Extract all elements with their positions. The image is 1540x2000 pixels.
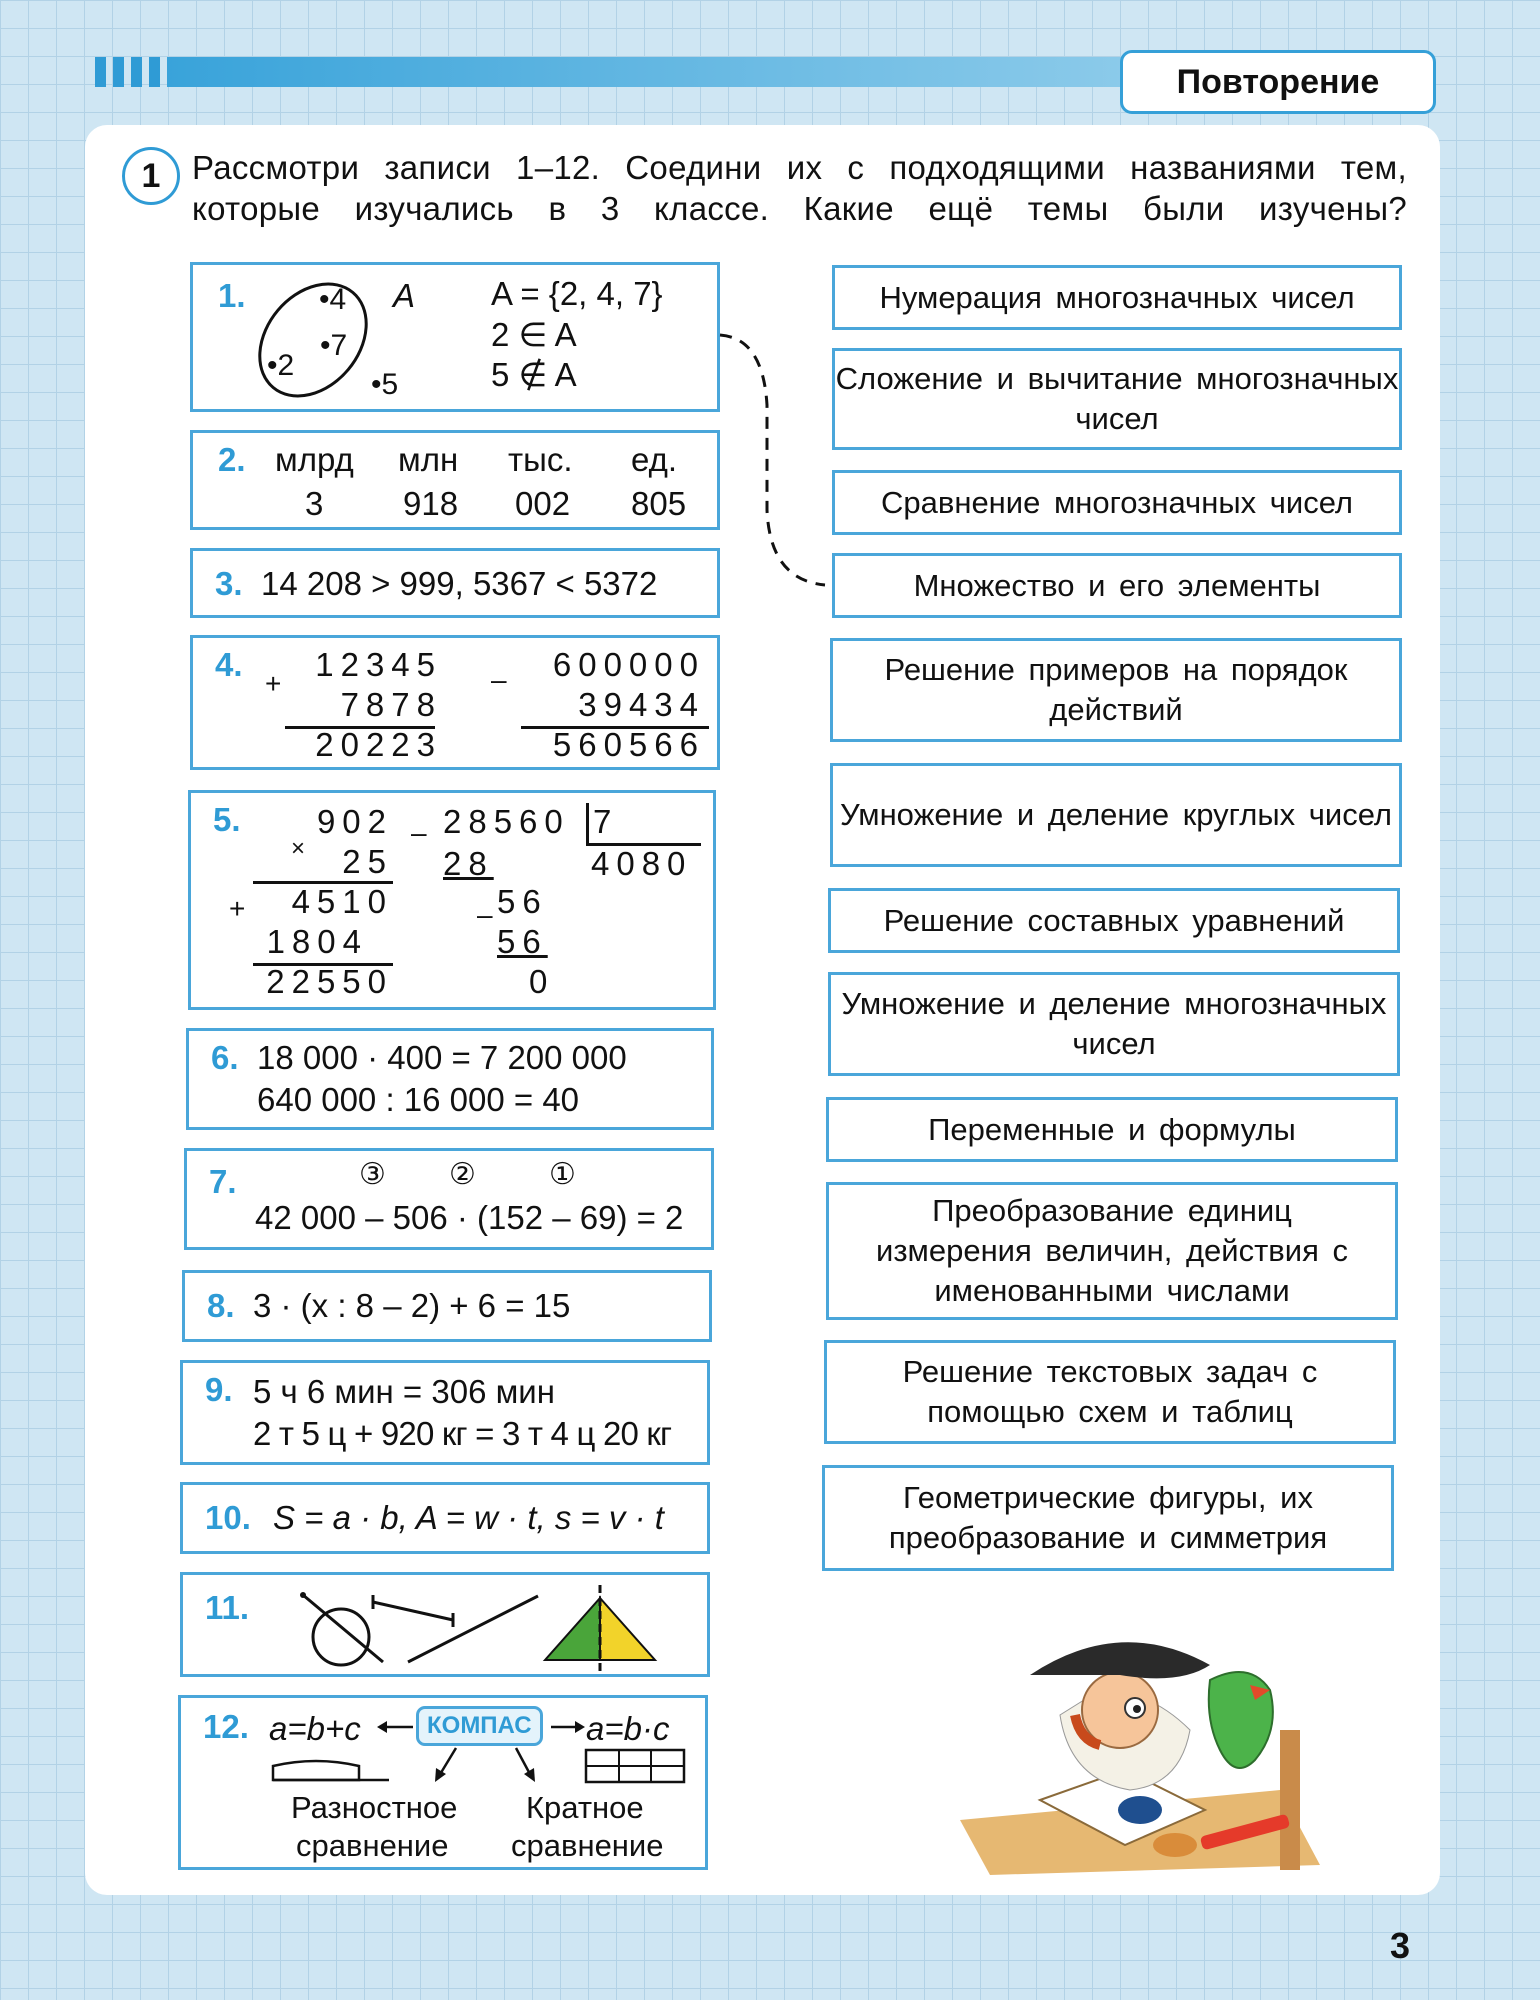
topic-10[interactable]: Преобразование единиц измерения величин, действия с именованными числами xyxy=(826,1182,1398,1320)
topic-9[interactable]: Переменные и формулы xyxy=(826,1097,1398,1162)
geometry-figures xyxy=(293,1580,703,1675)
item-11-geometry[interactable]: 11. xyxy=(180,1572,710,1677)
topic-6[interactable]: Умножение и деление круглых чисел xyxy=(830,763,1402,867)
item-12-compass[interactable]: 12. a=b+c КОМПАС a=b·c Разностное сравнение Кратное сравнение xyxy=(178,1695,708,1870)
item-1-sets[interactable]: 1. •4 •7 •2 •5 A A = {2, 4, 7} 2 ∈ A 5 ∉ A xyxy=(190,262,720,412)
item-6-round-numbers[interactable]: 6. 18 000 · 400 = 7 200 000 640 000 : 16 000 = 40 xyxy=(186,1028,714,1130)
topic-12[interactable]: Геометрические фигуры, их преобразование и симметрия xyxy=(822,1465,1394,1571)
pirate-illustration xyxy=(950,1620,1330,1880)
topic-1[interactable]: Нумерация многозначных чисел xyxy=(832,265,1402,330)
item-2-place-values[interactable]: 2. млрд млн тыс. ед. 3 918 002 805 xyxy=(190,430,720,530)
task-instructions: Рассмотри записи 1–12. Соедини их с подходящими названиями тем, которые изучались в 3 классе. Какие ещё темы были изучены? xyxy=(192,149,1407,227)
item-9-units[interactable]: 9. 5 ч 6 мин = 306 мин 2 т 5 ц + 920 кг = 3 т 4 ц 20 кг xyxy=(180,1360,710,1465)
item-5-column-multiply-divide[interactable]: 5. 902 × 25 + 4510 1804 22550 – 28560 7 4080 28 – 56 56 0 xyxy=(188,790,716,1010)
item-7-order-of-operations[interactable]: 7. ③ ② ① 42 000 – 506 · (152 – 69) = 2 xyxy=(184,1148,714,1250)
item-3-comparison[interactable]: 3. 14 208 > 999, 5367 < 5372 xyxy=(190,548,720,618)
topic-4[interactable]: Множество и его элементы xyxy=(832,553,1402,618)
topic-11[interactable]: Решение текстовых задач с помощью схем и таблиц xyxy=(824,1340,1396,1444)
section-title: Повторение xyxy=(1120,50,1436,114)
topic-2[interactable]: Сложение и вычитание многозначных чисел xyxy=(832,348,1402,450)
topic-7[interactable]: Решение составных уравнений xyxy=(828,888,1400,953)
compass-label: КОМПАС xyxy=(416,1706,543,1746)
task-number-badge: 1 xyxy=(122,147,180,205)
topic-3[interactable]: Сравнение многозначных чисел xyxy=(832,470,1402,535)
topic-5[interactable]: Решение примеров на порядок действий xyxy=(830,638,1402,742)
item-10-formulas[interactable]: 10. S = a · b, A = w · t, s = v · t xyxy=(180,1482,710,1554)
header-decor-bar xyxy=(95,57,1145,87)
item-number: 1. xyxy=(218,277,246,314)
set-ellipse-diagram xyxy=(243,270,383,410)
item-4-column-add-subtract[interactable]: 4. + 12345 7878 20223 – 600000 39434 560566 xyxy=(190,635,720,770)
page-number: 3 xyxy=(1390,1925,1411,1966)
item-8-equation[interactable]: 8. 3 · (x : 8 – 2) + 6 = 15 xyxy=(182,1270,712,1342)
topic-8[interactable]: Умножение и деление многозначных чисел xyxy=(828,972,1400,1076)
connection-line xyxy=(715,330,835,600)
